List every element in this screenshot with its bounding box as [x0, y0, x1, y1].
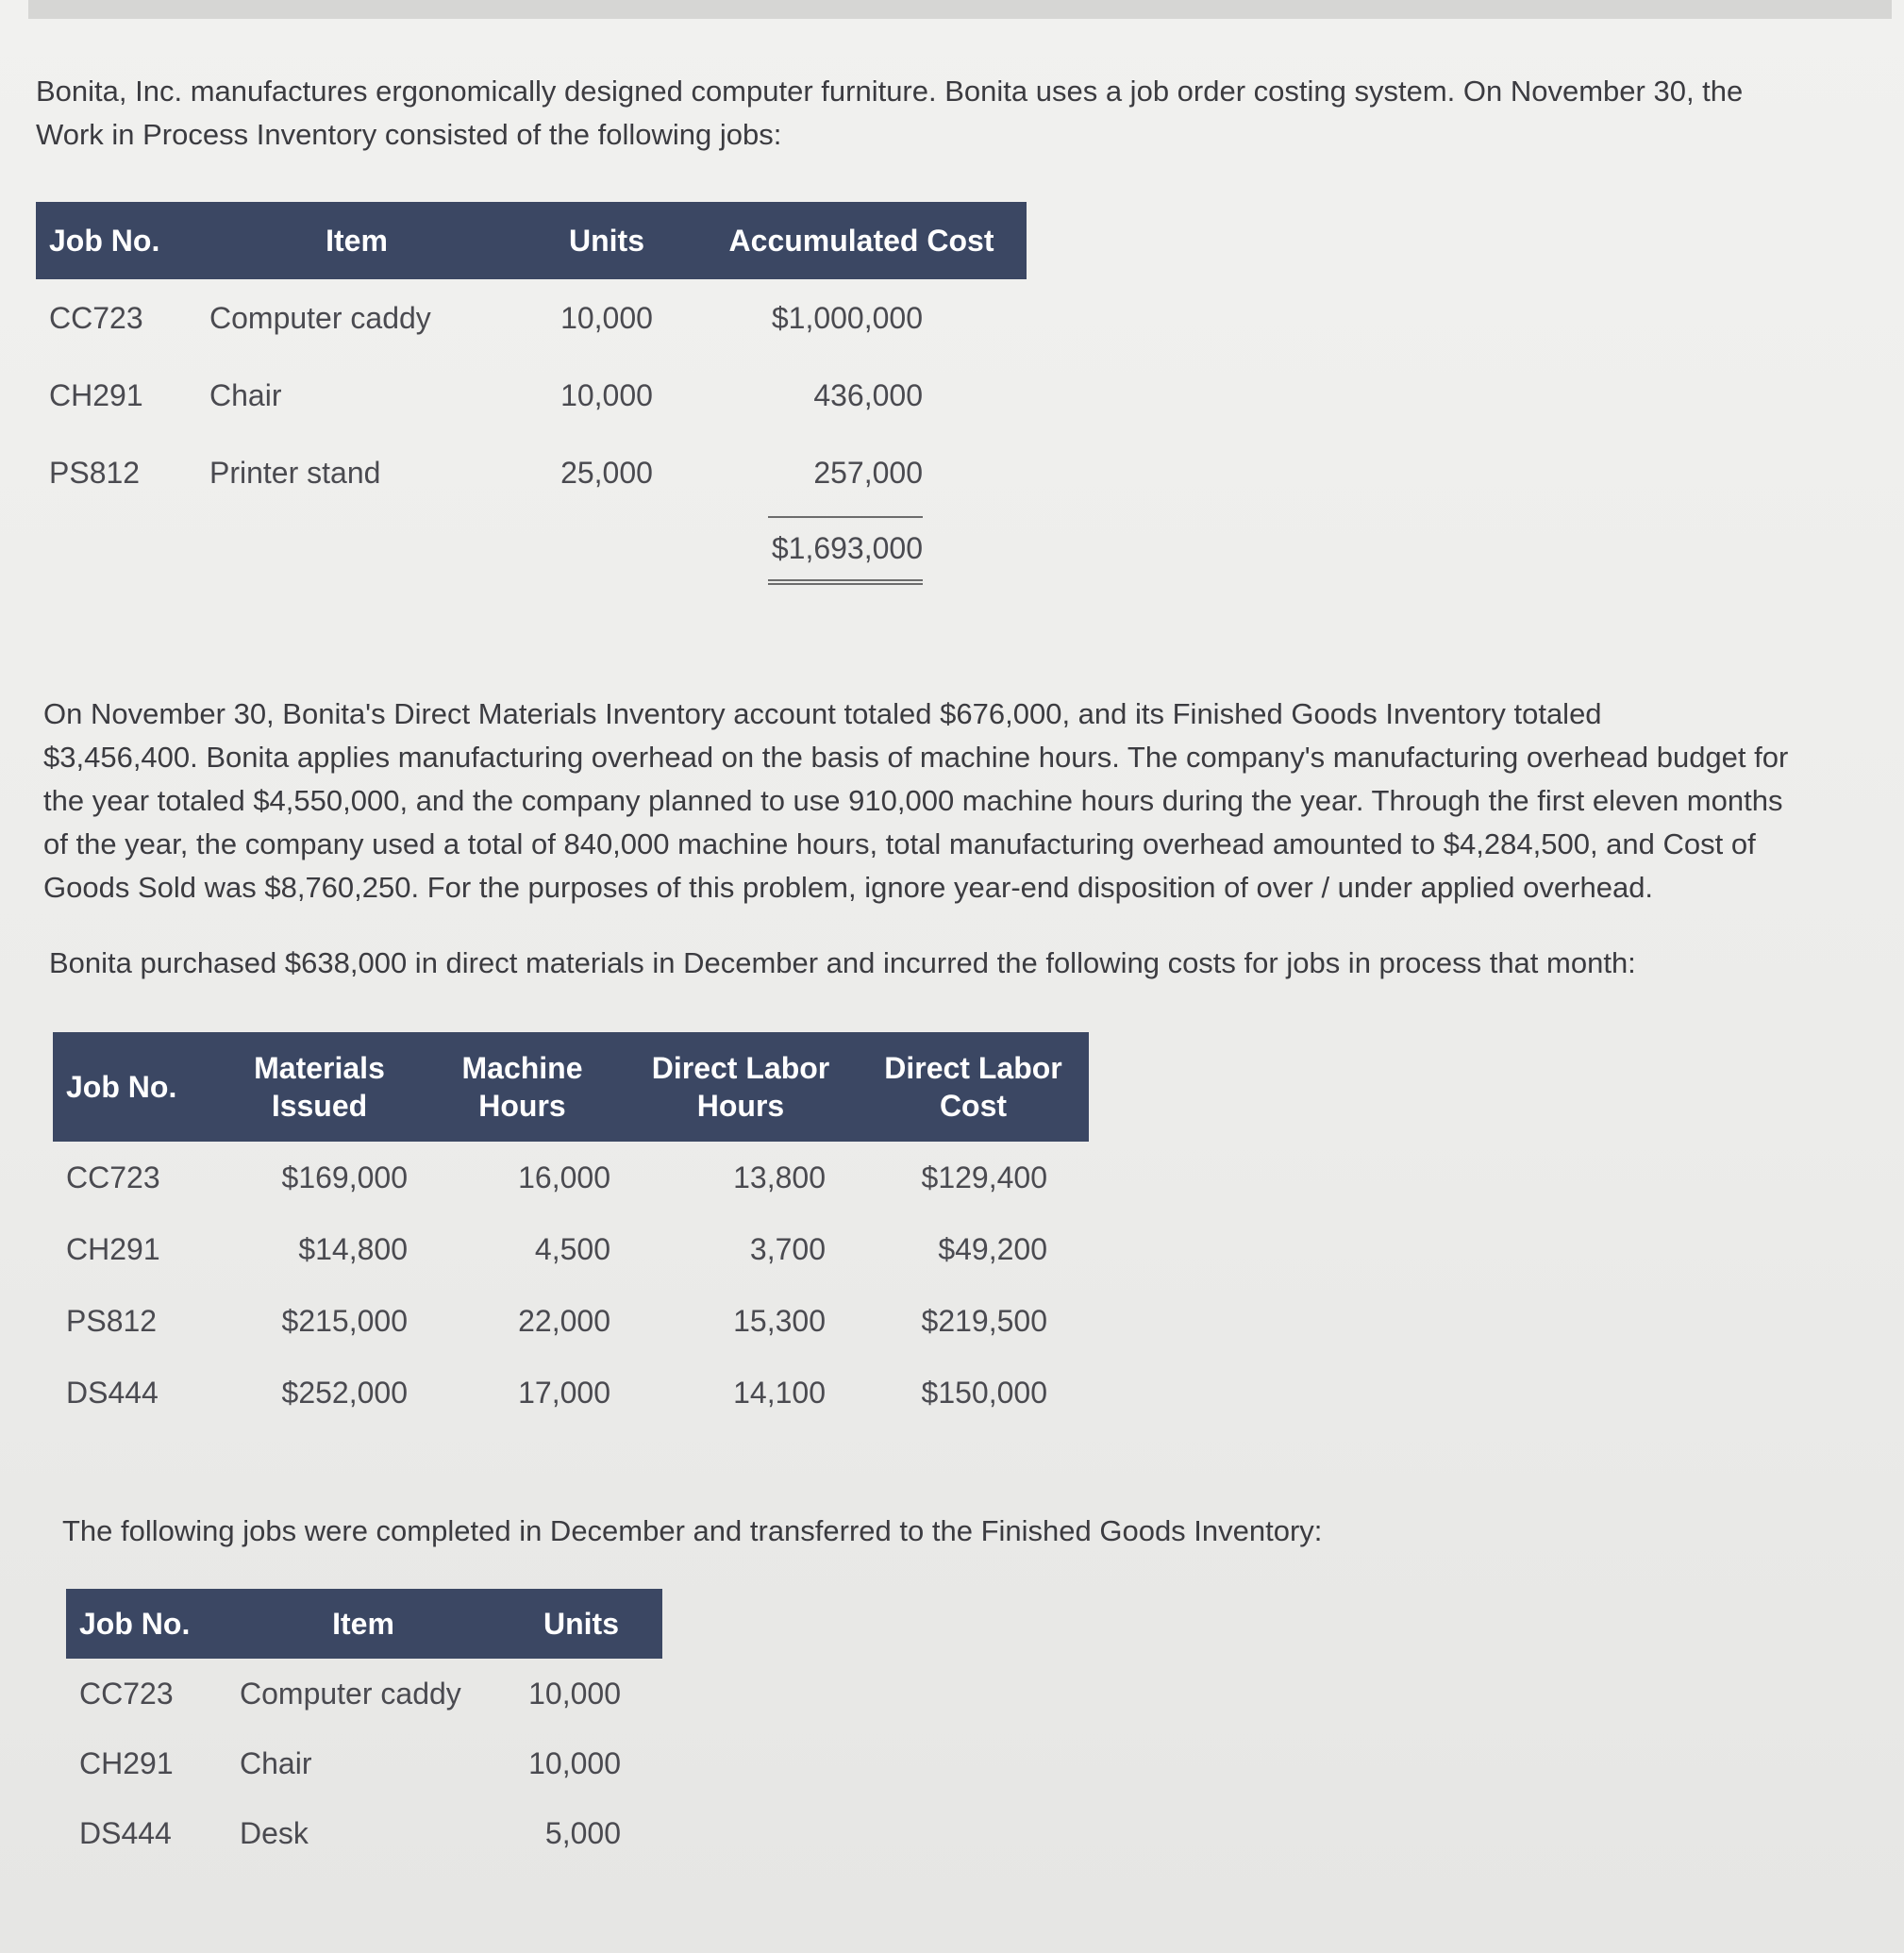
wip-item: Computer caddy [209, 300, 431, 335]
table-row [66, 1798, 662, 1868]
top-divider [28, 0, 1892, 19]
wip-units: 10,000 [560, 300, 653, 335]
table-row [36, 279, 1027, 357]
wip-header-cost: Accumulated Cost [696, 202, 1027, 279]
dec-materials: $169,000 [281, 1160, 408, 1194]
dec-materials: $252,000 [281, 1375, 408, 1410]
wip-cost: 436,000 [813, 377, 923, 412]
dec-header-job: Job No. [53, 1032, 218, 1142]
dec-job: PS812 [66, 1303, 158, 1338]
completed-units: 10,000 [528, 1676, 621, 1711]
dec-header-machine-line1: Machine [461, 1051, 583, 1085]
dec-dl-cost: $150,000 [921, 1375, 1047, 1410]
dec-job: CC723 [66, 1160, 160, 1194]
completed-intro: The following jobs were completed in December and transferred to the Finished Goods Inventory: [62, 1514, 1323, 1547]
wip-units: 25,000 [560, 455, 653, 490]
wip-header-item: Item [196, 202, 517, 279]
dec-job: CH291 [66, 1231, 160, 1266]
dec-dl-hours: 14,100 [733, 1375, 826, 1410]
table-row [53, 1213, 1089, 1285]
dec-dl-hours: 3,700 [749, 1231, 826, 1266]
completed-item: Desk [240, 1815, 309, 1850]
dec-machine: 4,500 [534, 1231, 610, 1266]
completed-item: Chair [240, 1745, 312, 1780]
wip-header-row [36, 202, 1027, 279]
dec-dl-cost: $49,200 [938, 1231, 1047, 1266]
table-row [53, 1285, 1089, 1357]
table-row [53, 1357, 1089, 1428]
dec-materials: $14,800 [298, 1231, 408, 1266]
december-costs-table [53, 1032, 1089, 1428]
wip-total-row [36, 511, 1027, 589]
table-row [66, 1659, 662, 1728]
completed-item: Computer caddy [240, 1676, 461, 1711]
dec-header-machine-line2: Hours [478, 1089, 566, 1123]
completed-header-row [66, 1589, 662, 1659]
dec-header-dl-cost [858, 1032, 1089, 1142]
dec-dl-hours: 13,800 [733, 1160, 826, 1194]
dec-materials: $215,000 [281, 1303, 408, 1338]
december-intro: Bonita purchased $638,000 in direct materials in December and incurred the following costs for jobs in process that month: [49, 946, 1636, 979]
dec-header-dlc-line2: Cost [939, 1089, 1008, 1123]
table-row [36, 434, 1027, 511]
completed-header-units: Units [500, 1589, 662, 1659]
dec-header-dlh-line1: Direct Labor [651, 1051, 830, 1085]
table-row [36, 357, 1027, 434]
intro-line-1: Bonita, Inc. manufactures ergonomically designed computer furniture. Bonita uses a job order costing system. On November 30, the [36, 75, 1744, 108]
dec-header-materials-line1: Materials [254, 1051, 385, 1085]
wip-header-job: Job No. [36, 202, 196, 279]
wip-header-units: Units [517, 202, 696, 279]
dec-header-materials [218, 1032, 421, 1142]
dec-header-dl-hours [624, 1032, 858, 1142]
wip-item: Printer stand [209, 455, 381, 490]
completed-header-item: Item [226, 1589, 500, 1659]
dec-header-materials-line2: Issued [271, 1089, 368, 1123]
wip-total: $1,693,000 [768, 516, 923, 585]
table-row [53, 1142, 1089, 1213]
dec-job: DS444 [66, 1375, 159, 1410]
dec-header-row [53, 1032, 1089, 1142]
completed-units: 10,000 [528, 1745, 621, 1780]
intro-line-2: Work in Process Inventory consisted of the following jobs: [36, 118, 782, 151]
wip-units: 10,000 [560, 377, 653, 412]
november-paragraph [43, 693, 1893, 910]
completed-job: DS444 [79, 1815, 172, 1850]
nov-line-5: Goods Sold was $8,760,250. For the purposes of this problem, ignore year-end disposition of over / under applied overhead. [43, 871, 1654, 904]
completed-job: CH291 [79, 1745, 174, 1780]
nov-line-1: On November 30, Bonita's Direct Materials Inventory account totaled $676,000, and its Finished Goods Inventory totaled [43, 697, 1602, 730]
nov-line-3: the year totaled $4,550,000, and the company planned to use 910,000 machine hours during the year. Through the first eleven months [43, 784, 1783, 817]
dec-dl-cost: $219,500 [921, 1303, 1047, 1338]
wip-job: CC723 [49, 300, 143, 335]
wip-item: Chair [209, 377, 282, 412]
table-row [66, 1728, 662, 1798]
wip-cost: 257,000 [813, 455, 923, 490]
nov-line-4: of the year, the company used a total of 840,000 machine hours, total manufacturing overhead amounted to $4,284,500, and Cost of [43, 827, 1756, 860]
dec-machine: 17,000 [518, 1375, 610, 1410]
dec-header-dlc-line1: Direct Labor [884, 1051, 1062, 1085]
completed-job: CC723 [79, 1676, 174, 1711]
completed-jobs-table [66, 1589, 662, 1868]
dec-dl-cost: $129,400 [921, 1160, 1047, 1194]
wip-table [36, 202, 1027, 589]
dec-machine: 16,000 [518, 1160, 610, 1194]
dec-machine: 22,000 [518, 1303, 610, 1338]
nov-line-2: $3,456,400. Bonita applies manufacturing overhead on the basis of machine hours. The company's manufacturing overhead budget for [43, 741, 1789, 774]
dec-header-machine [421, 1032, 624, 1142]
wip-cost: $1,000,000 [771, 300, 923, 335]
intro-paragraph [36, 70, 1885, 157]
completed-header-job: Job No. [66, 1589, 226, 1659]
wip-job: PS812 [49, 455, 141, 490]
dec-dl-hours: 15,300 [733, 1303, 826, 1338]
completed-units: 5,000 [544, 1815, 621, 1850]
dec-header-dlh-line2: Hours [696, 1089, 785, 1123]
wip-job: CH291 [49, 377, 143, 412]
